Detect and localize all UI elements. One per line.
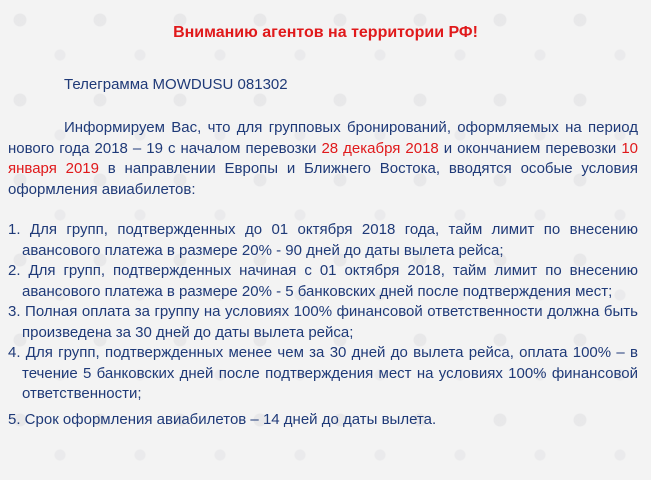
conditions-list: [8, 220, 638, 430]
end-date: 10 января 2019: [8, 139, 638, 177]
condition-item: 1. Для групп, подтвержденных до 01 октября 2018 года, тайм лимит по внесению авансового платежа в размере 20% - 90 дней до даты вылета рейса;: [8, 221, 638, 259]
condition-item: 2. Для групп, подтвержденных начиная с 01 октября 2018, тайм лимит по внесению авансового платежа в размере 20% - 5 банковских дней после подтверждения мест;: [8, 262, 638, 300]
intro-text-1: Информируем Вас, что для групповых бронирований, оформляемых на период нового года 2018 – 19 с началом перевозки: [8, 119, 638, 157]
intro-text-3: в направлении Европы и Ближнего Востока, вводятся особые условия оформления авиабилетов:: [8, 160, 638, 198]
page-title: Вниманию агентов на территории РФ!: [173, 24, 478, 41]
start-date: 28 декабря 2018: [321, 139, 439, 157]
condition-item: 5. Срок оформления авиабилетов – 14 дней до даты вылета.: [8, 410, 437, 428]
telegram-reference: Телеграмма MOWDUSU 081302: [64, 76, 288, 93]
intro-text-2: и окончанием перевозки: [438, 139, 622, 157]
intro-paragraph: [8, 118, 638, 200]
condition-item: 4. Для групп, подтвержденных менее чем за 30 дней до вылета рейса, оплата 100% – в течение 5 банковских дней после подтверждения мест на условиях 100% финансовой ответственности;: [8, 344, 638, 402]
condition-item: 3. Полная оплата за группу на условиях 100% финансовой ответственности должна быть произведена за 30 дней до даты вылета рейса;: [8, 303, 638, 341]
